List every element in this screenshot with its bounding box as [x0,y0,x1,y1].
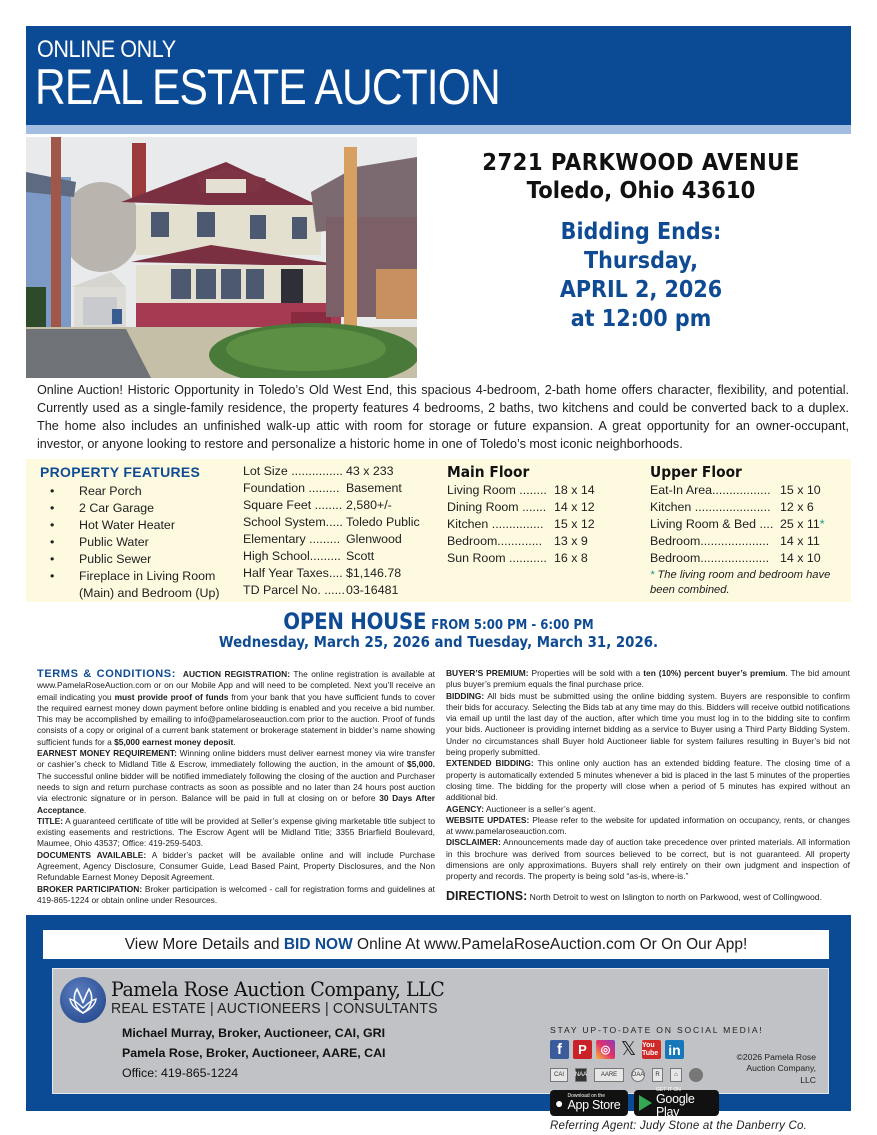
street-address: 2721 PARKWOOD AVENUE [482,150,800,176]
bid-now-link[interactable]: BID NOW [283,936,353,953]
directions: DIRECTIONS: North Detroit to west on Islington to north on Parkwood, west of Collingwood. [446,888,822,903]
google-play-icon [639,1095,652,1111]
company-logo-icon [60,977,106,1023]
aare-badge-icon: AARE [594,1068,624,1082]
social-media-icons [550,1040,684,1059]
bullet-icon: • [50,484,55,498]
oaa-badge-icon: OAA [631,1068,645,1082]
asterisk-icon: * [650,569,655,581]
spec-row: Foundation ......... Basement [243,481,402,495]
spec-row: High School......... Scott [243,549,375,563]
terms-broker-participation: BROKER PARTICIPATION: Broker participation is welcomed - call for registration forms and guidelines at 419-865-1224 or obtain online under Resources. [37,883,436,905]
room-row: Sun Room ........... 16 x 8 [447,551,588,565]
header-subtitle: ONLINE ONLY [37,36,176,63]
terms-right-column [446,668,850,903]
spec-row: Half Year Taxes.... $1,146.78 [243,566,402,580]
main-floor-title: Main Floor [447,463,530,481]
spec-row: Lot Size ............... 43 x 233 [243,464,394,478]
room-row: Living Room & Bed .... 25 x 11 * [650,517,825,531]
feature-item: • Public Sewer [50,552,152,566]
combined-rooms-note: * The living room and bedroom have been combined. [650,569,831,596]
feature-item: • 2 Car Garage [50,501,155,515]
property-description: Online Auction! Historic Opportunity in Toledo’s Old West End, this spacious 4-bedroom, 2-bath home offers character, flexibility, and potential. Currently used as a single-family residence, the property features 4 bedrooms, 2 baths, two kitchens and could be converted back to a duplex. The home also includes an unfinished walk-up attic with room for storage or future expansion. A great opportunity for an owner-occupant, investor, or anyone looking to restore and personalize a historic home in one of Toledo’s most iconic neighborhoods. [37,383,849,451]
spec-row: School System..... Toledo Public [243,515,420,529]
property-features-panel [26,459,851,602]
company-name: Pamela Rose Auction Company, LLC [111,977,445,1001]
feature-item: • Rear Porch [50,484,142,498]
open-house-dates: Wednesday, March 25, 2026 and Tuesday, March 31, 2026. [218,633,659,651]
bidding-ends-day: Thursday, [583,248,699,274]
property-photo [26,137,417,378]
google-play-button[interactable]: GET IT ON Google Play [634,1090,719,1116]
upper-floor-rooms [650,463,846,598]
terms-website-updates: WEBSITE UPDATES: Please refer to the website for updated information on occupancy, rents, or changes at www.pamelaroseauction.com. [446,814,850,837]
asterisk-icon: * [819,517,825,531]
open-house-block [26,610,851,651]
equal-housing-icon: ⌂ [670,1068,682,1082]
terms-title-section: TITLE: A guaranteed certificate of title will be provided at Seller’s expense giving marketable title subject to existing easements and restrictions. The Escrow Agent will be Midland Title; 3355 Briarfield Boulevard, Maumee, Ohio 43537; Office: 419-259-5403. [37,815,435,849]
spec-row: Square Feet ........ 2,580+/- [243,498,392,512]
x-twitter-icon[interactable]: 𝕏 [620,1039,637,1060]
instagram-icon[interactable]: ◎ [596,1040,615,1059]
broker-michael-murray: Michael Murray, Broker, Auctioneer, CAI, GRI [122,1026,386,1040]
room-row: Kitchen ...................... 12 x 6 [650,500,814,514]
broker-pamela-rose: Pamela Rose, Broker, Auctioneer, AARE, CAI [122,1046,386,1060]
open-house-title: OPEN HOUSE [283,610,427,635]
room-row: Bedroom.................... 14 x 10 [650,551,821,565]
property-specs [243,463,420,599]
realtor-badge-icon: R [652,1068,663,1082]
upper-floor-title: Upper Floor [650,463,742,481]
terms-title: TERMS & CONDITIONS: [37,668,176,680]
room-row: Dining Room ....... 14 x 12 [447,500,595,514]
terms-extended-bidding: EXTENDED BIDDING: This online only auction has an extended bidding feature. The closing time of a property is automatically extended 5 minutes whenever a bid is placed in the last 5 minutes of the properties closing time. The bidding for the property will close when a period of 5 minutes has expired without an additional bid. [446,758,850,803]
feature-item: • Fireplace in Living Room (Main) and Bedroom (Up) [50,569,220,600]
copyright-notice: ©2026 Pamela Rose Auction Company, LLC [736,1052,816,1085]
seal-badge-icon: ● [689,1068,703,1082]
terms-disclaimer: DISCLAIMER: Announcements made day of auction take precedence over printed materials. All information in this brochure was derived from sources believed to be correct, but is not guaranteed. All property dimensions are only approximations. Buyers shall rely entirely on their own judgment and inspection of property and records. The property is being sold “as-is, where-is.” [446,837,850,882]
property-address-block [432,150,850,334]
city-state-zip: Toledo, Ohio 43610 [526,178,756,204]
room-row: Eat-In Area................. 15 x 10 [650,483,821,497]
spec-row: TD Parcel No. ...... 03-16481 [243,583,399,597]
terms-documents: DOCUMENTS AVAILABLE: A bidder’s packet will be available online and will include Purchase Agreement, Agency Disclosure, Consumer Guide, Lead Based Paint, Property Disclosures, and the Non Refundable Earnest Money Deposit Agreement. [37,849,435,883]
feature-item: • Public Water [50,535,149,549]
open-house-time: FROM 5:00 PM - 6:00 PM [431,618,594,633]
property-features-list [50,483,220,602]
bullet-icon: • [50,518,55,532]
office-phone: Office: 419-865-1224 [122,1066,239,1080]
bidding-ends-label: Bidding Ends: [560,219,722,245]
header-banner [26,26,851,125]
terms-earnest-money: EARNEST MONEY REQUIREMENT: Winning online bidders must deliver earnest money via wire transfer or cashier’s check to Midland Title & Escrow, immediately following the auction, in the amount of $5,000. The successful online bidder will be notified immediately following the closing of the auction and Purchaser needs to sign and return purchase contracts as soon as possible and no later than 24 hours post auction via electronic signature or in person. Balance will be paid in full at closing on or before 30 Days After Acceptance. [37,748,435,815]
bullet-icon: • [50,569,55,583]
company-info-box [52,968,829,1132]
bullet-icon: • [50,552,55,566]
apple-icon: ● [555,1095,564,1111]
room-row: Kitchen ............... 15 x 12 [447,517,595,531]
terms-left-column [37,669,435,906]
bullet-icon: • [50,501,55,515]
linkedin-icon[interactable]: in [665,1040,684,1059]
bidding-ends-time: at 12:00 pm [570,306,712,332]
room-row: Bedroom............. 13 x 9 [447,534,588,548]
youtube-icon[interactable]: You Tube [642,1040,661,1059]
header-title: REAL ESTATE AUCTION [35,59,500,115]
feature-item: • Hot Water Heater [50,518,175,532]
bidding-ends-block [453,218,829,334]
facebook-icon[interactable]: f [550,1040,569,1059]
terms-bidding: BIDDING: All bids must be submitted using the online bidding system. Buyers are responsible to confirm their bids for accuracy. Selecting the Bids tab at any time may do this. Bidders will receive outbid notifications via email up until the last day of the auction, after which time you must log in to the bidding site to confirm your bids. Auctioneer is providing internet bidding as a service to Buyer using a Third Party Bidding System. Under no circumstances shall Buyer hold Auctioneer liable for system failures resulting in Buyer’s bid not being properly submitted. [446,690,850,758]
bid-now-cta[interactable]: View More Details and BID NOW Online At www.PamelaRoseAuction.com Or On Our App! [43,930,829,959]
pinterest-icon[interactable]: P [573,1040,592,1059]
terms-buyers-premium: BUYER’S PREMIUM: Properties will be sold with a ten (10%) percent buyer’s premium. The bid amount plus buyer’s premium equals the final purchase price. [446,668,850,690]
footer [26,915,851,1132]
terms-agency: AGENCY: Auctioneer is a seller’s agent. [446,803,596,814]
room-row: Bedroom.................... 14 x 11 [650,534,820,548]
header-accent-strip [26,125,851,134]
company-tagline: REAL ESTATE | AUCTIONEERS | CONSULTANTS [111,1001,438,1017]
terms-auction-registration: TERMS & CONDITIONS: AUCTION REGISTRATION: The online registration is available at www.PamelaRoseAuction.com or on our Mobile App and will need to be completed. Next you’ll receive an email indicating you must provide proof of funds from your bank that you have sufficient funds to cover the required earnest money down payment before online bidding is enabled and you receive a bid number. This may be accomplished by emailing to info@pamelaroseauction.com prior to the auction. Proof of funds consists of a copy or original of a current bank statement or brokerage statement in bidder’s name showing sufficient funds for a $5,000 earnest money deposit. [37,668,435,747]
social-media-title: STAY UP-TO-DATE ON SOCIAL MEDIA! [550,1025,764,1035]
house-photo-illustration [26,137,417,378]
naa-badge-icon: NAA [575,1068,587,1082]
room-row: Living Room ........ 18 x 14 [447,483,595,497]
property-features-title: PROPERTY FEATURES [40,464,201,480]
bullet-icon: • [50,535,55,549]
cai-badge-icon: CAI [550,1068,568,1082]
app-download-buttons [550,1087,719,1119]
bidding-ends-date: APRIL 2, 2026 [559,277,723,303]
main-floor-rooms [447,463,595,567]
referring-agent: Referring Agent: Judy Stone at the Danberry Co. [550,1120,807,1132]
affiliation-badges [550,1068,703,1082]
app-store-button[interactable]: ● Download on the App Store [550,1090,628,1116]
spec-row: Elementary ......... Glenwood [243,532,402,546]
